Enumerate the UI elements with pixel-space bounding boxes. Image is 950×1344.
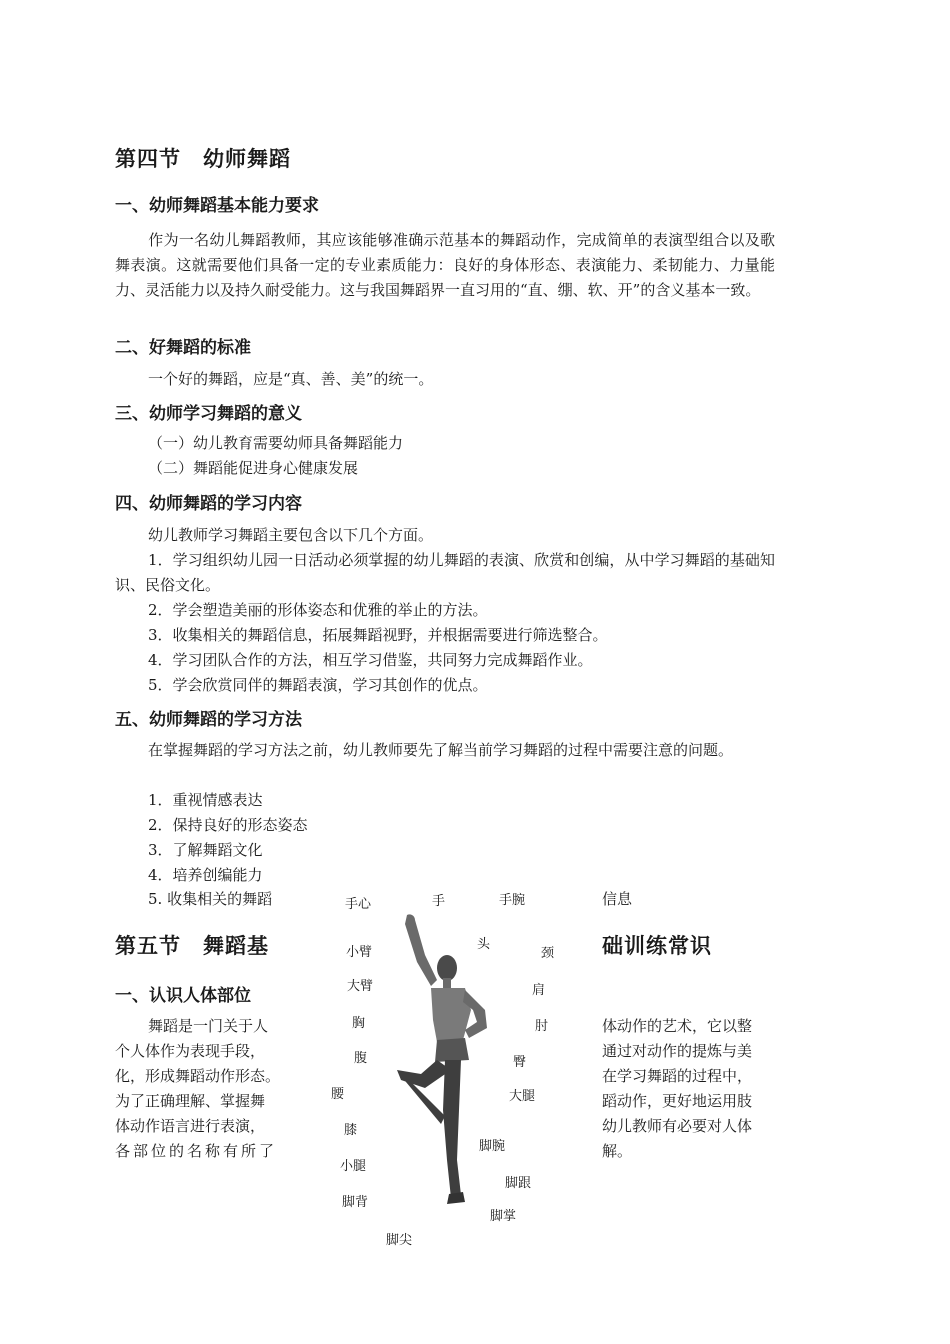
list-item: 5．学会欣赏同伴的舞蹈表演，学习其创作的优点。	[148, 676, 488, 694]
label-forearm: 小臂	[346, 945, 373, 960]
text-line: 蹈动作，更好地运用肢	[602, 1092, 753, 1110]
heading-significance: 三、幼师学习舞蹈的意义	[115, 404, 302, 424]
section-title: 第四节 幼师舞蹈	[115, 147, 291, 171]
label-knee: 膝	[344, 1123, 358, 1138]
text-line: 幼儿教师有必要对人体	[602, 1117, 753, 1135]
label-heel: 脚跟	[505, 1176, 532, 1191]
label-neck: 颈	[541, 946, 555, 961]
label-upper-arm: 大臂	[347, 979, 374, 994]
label-hip: 臀	[513, 1055, 527, 1070]
label-instep: 脚背	[342, 1195, 369, 1210]
label-waist: 腰	[331, 1087, 345, 1102]
label-toe: 脚尖	[386, 1233, 413, 1248]
text-line: 个人体作为表现手段，	[115, 1042, 266, 1060]
paragraph-text: 作为一名幼儿舞蹈教师，其应该能够准确示范基本的舞蹈动作，完成简单的表演型组合以及歌舞表演。这就需要他们具备一定的专业素质能力：良好的身体形态、表演能力、柔韧能力、力量能力、灵活能力以及持久耐受能力。这与我国舞蹈界一直习用的“直、绷、软、开”的含义基本一致。	[115, 231, 775, 299]
label-shoulder: 肩	[532, 983, 546, 998]
paragraph-method	[115, 738, 775, 763]
label-thigh: 大腿	[509, 1089, 536, 1104]
head	[437, 955, 457, 981]
list-item: 1．重视情感表达	[148, 791, 263, 809]
paragraph-content-intro: 幼儿教师学习舞蹈主要包含以下几个方面。	[148, 526, 434, 544]
label-abdomen: 腹	[354, 1051, 368, 1066]
list-item: （二）舞蹈能促进身心健康发展	[148, 459, 359, 477]
raised-arm	[405, 914, 437, 986]
text-line: 各部位的名称有所了	[115, 1142, 278, 1160]
heading-body-parts: 一、认识人体部位	[115, 986, 251, 1006]
label-sole: 脚掌	[490, 1209, 517, 1224]
list-item: 2．学会塑造美丽的形体姿态和优雅的举止的方法。	[148, 601, 488, 619]
section5-title-left: 第五节 舞蹈基	[115, 934, 269, 958]
label-ankle: 脚腕	[479, 1139, 506, 1154]
standing-leg	[443, 1060, 461, 1198]
neck	[443, 978, 451, 988]
label-palm: 手心	[345, 897, 372, 912]
label-calf: 小腿	[340, 1159, 367, 1174]
foot	[447, 1192, 465, 1204]
list-item: 3．了解舞蹈文化	[148, 841, 263, 859]
text-line: 在学习舞蹈的过程中，	[602, 1067, 753, 1085]
heading-good-dance: 二、好舞蹈的标准	[115, 338, 251, 358]
heading-method: 五、幼师舞蹈的学习方法	[115, 710, 302, 730]
label-chest: 胸	[352, 1016, 366, 1031]
list-item: 4．培养创编能力	[148, 866, 263, 884]
text-line: 通过对动作的提炼与美	[602, 1042, 753, 1060]
heading-content: 四、幼师舞蹈的学习内容	[115, 494, 302, 514]
paragraph-good-dance: 一个好的舞蹈，应是“真、善、美”的统一。	[148, 370, 434, 388]
text-line: 解。	[602, 1142, 633, 1160]
text-line: 舞蹈是一门关于人	[148, 1017, 269, 1035]
list-item: 4．学习团队合作的方法，相互学习借鉴，共同努力完成舞蹈作业。	[148, 651, 593, 669]
heading-basic-ability: 一、幼师舞蹈基本能力要求	[115, 196, 319, 216]
list-item-left: 5. 收集相关的舞蹈	[148, 890, 273, 908]
label-elbow: 肘	[535, 1019, 549, 1034]
list-item	[115, 548, 775, 598]
body-text-right	[602, 1014, 782, 1164]
text-line: 为了正确理解、掌握舞	[115, 1092, 266, 1110]
list-item-right: 信息	[602, 890, 633, 908]
text-line: 体动作语言进行表演，	[115, 1117, 266, 1135]
raised-leg	[397, 1060, 451, 1088]
paragraph-text: 在掌握舞蹈的学习方法之前，幼儿教师要先了解当前学习舞蹈的过程中需要注意的问题。	[148, 741, 734, 759]
list-item: （一）幼儿教育需要幼师具备舞蹈能力	[148, 434, 404, 452]
text-line: 化，形成舞蹈动作形态。	[115, 1067, 281, 1085]
label-wrist: 手腕	[499, 893, 526, 908]
body-text-left	[115, 1014, 287, 1164]
list-item: 2．保持良好的形态姿态	[148, 816, 308, 834]
text-line: 体动作的艺术，它以整	[602, 1017, 753, 1035]
label-hand: 手	[432, 894, 446, 909]
paragraph-basic-ability	[115, 228, 775, 303]
hips	[435, 1038, 469, 1062]
section5-title-right: 础训练常识	[602, 934, 712, 958]
list-item-text: 1．学习组织幼儿园一日活动必须掌握的幼儿舞蹈的表演、欣赏和创编，从中学习舞蹈的基础知识、民俗文化。	[115, 551, 775, 594]
dancer-figure	[385, 910, 515, 1205]
list-item: 3．收集相关的舞蹈信息，拓展舞蹈视野，并根据需要进行筛选整合。	[148, 626, 608, 644]
label-head: 头	[477, 937, 491, 952]
